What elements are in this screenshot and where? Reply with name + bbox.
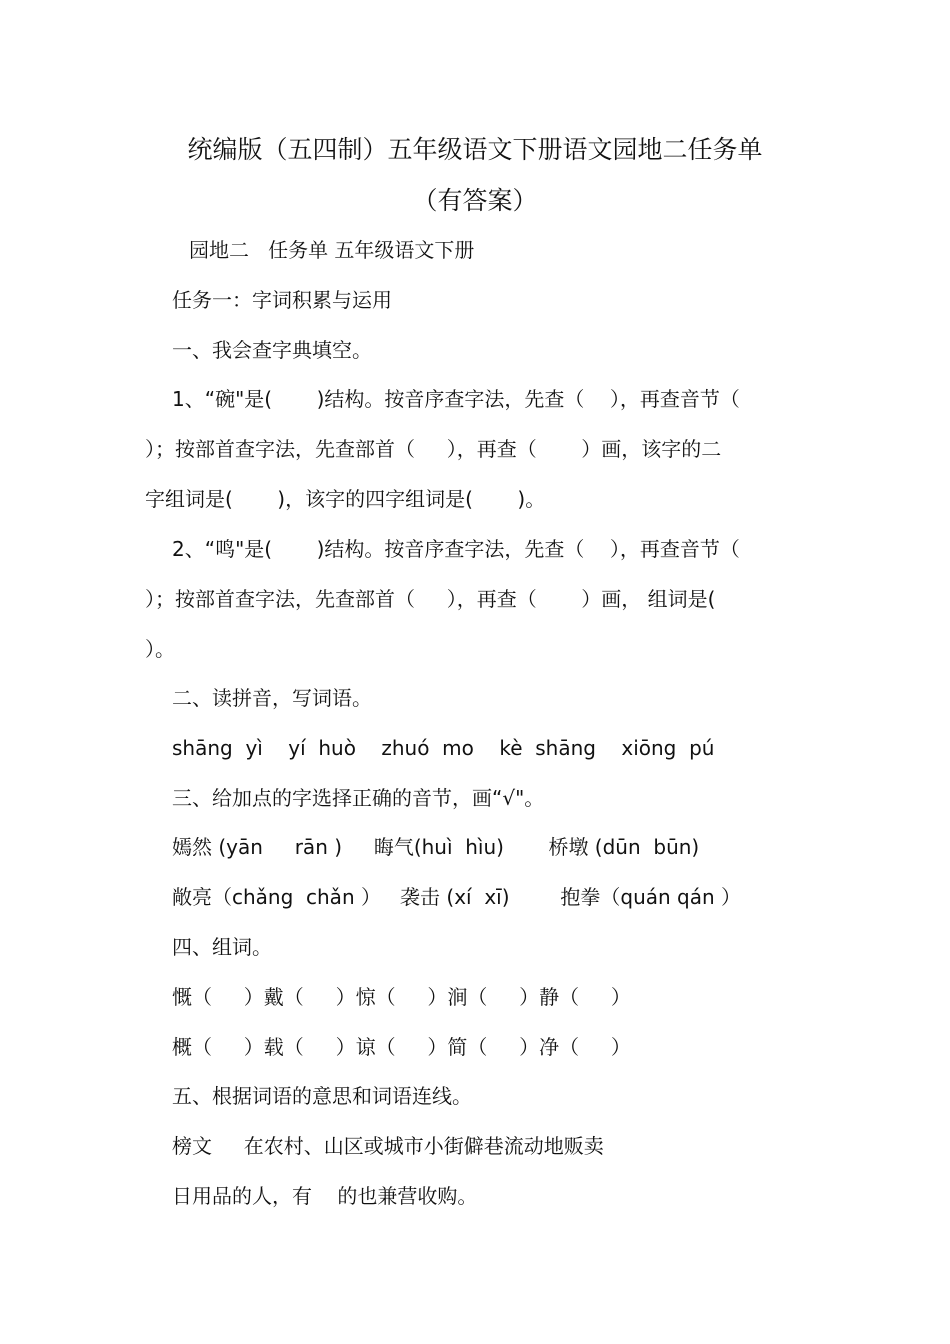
section1-q2-line2: ）；按部首查字法，先查部首（ ），再查（ ）画， 组词是(: [145, 587, 716, 611]
section1-q1-line2: ）；按部首查字法，先查部首（ ），再查（ ）画，该字的二: [145, 437, 722, 461]
section2-heading: 二、读拼音，写词语。: [172, 686, 372, 710]
section2-pinyin: shāng yì yí huò zhuó mo kè shāng xiōng pú: [172, 736, 715, 760]
section5-line2: 日用品的人，有 的也兼营收购。: [172, 1184, 478, 1208]
section5-line1: 榜文 在农村、山区或城市小街僻巷流动地贩卖: [172, 1134, 604, 1158]
document-title-line2: （有答案）: [412, 186, 538, 215]
section3-row1: 嫣然 (yān rān ) 晦气(huì hìu) 桥墩 (dūn būn): [172, 835, 700, 859]
section1-q1-line3: 字组词是( )，该字的四字组词是( )。: [145, 487, 546, 511]
task1-heading: 任务一：字词积累与运用: [172, 288, 392, 312]
section1-q2-line1: 2、“鸣"是( )结构。按音序查字法，先查（ ），再查音节（: [172, 537, 740, 561]
document-title-line1: 统编版（五四制）五年级语文下册语文园地二任务单: [187, 135, 763, 164]
section1-heading: 一、我会查字典填空。: [172, 338, 372, 362]
section3-heading: 三、给加点的字选择正确的音节，画“√"。: [172, 786, 545, 810]
section3-row2: 敞亮（chǎng chǎn ） 袭击 (xí xī) 抱拳（quán qán ）: [172, 885, 742, 909]
section4-heading: 四、组词。: [172, 935, 272, 959]
section5-heading: 五、根据词语的意思和词语连线。: [172, 1084, 472, 1108]
section1-q1-line1: 1、“碗"是( )结构。按音序查字法，先查（ ），再查音节（: [172, 387, 740, 411]
subtitle: 园地二 任务单 五年级语文下册: [189, 238, 475, 262]
section4-row1: 慨（ ）戴（ ）惊（ ）涧（ ）静（ ）: [172, 985, 631, 1009]
section4-row2: 概（ ）载（ ）谅（ ）简（ ）净（ ）: [172, 1035, 631, 1059]
section1-q2-line3: ）。: [145, 637, 175, 661]
